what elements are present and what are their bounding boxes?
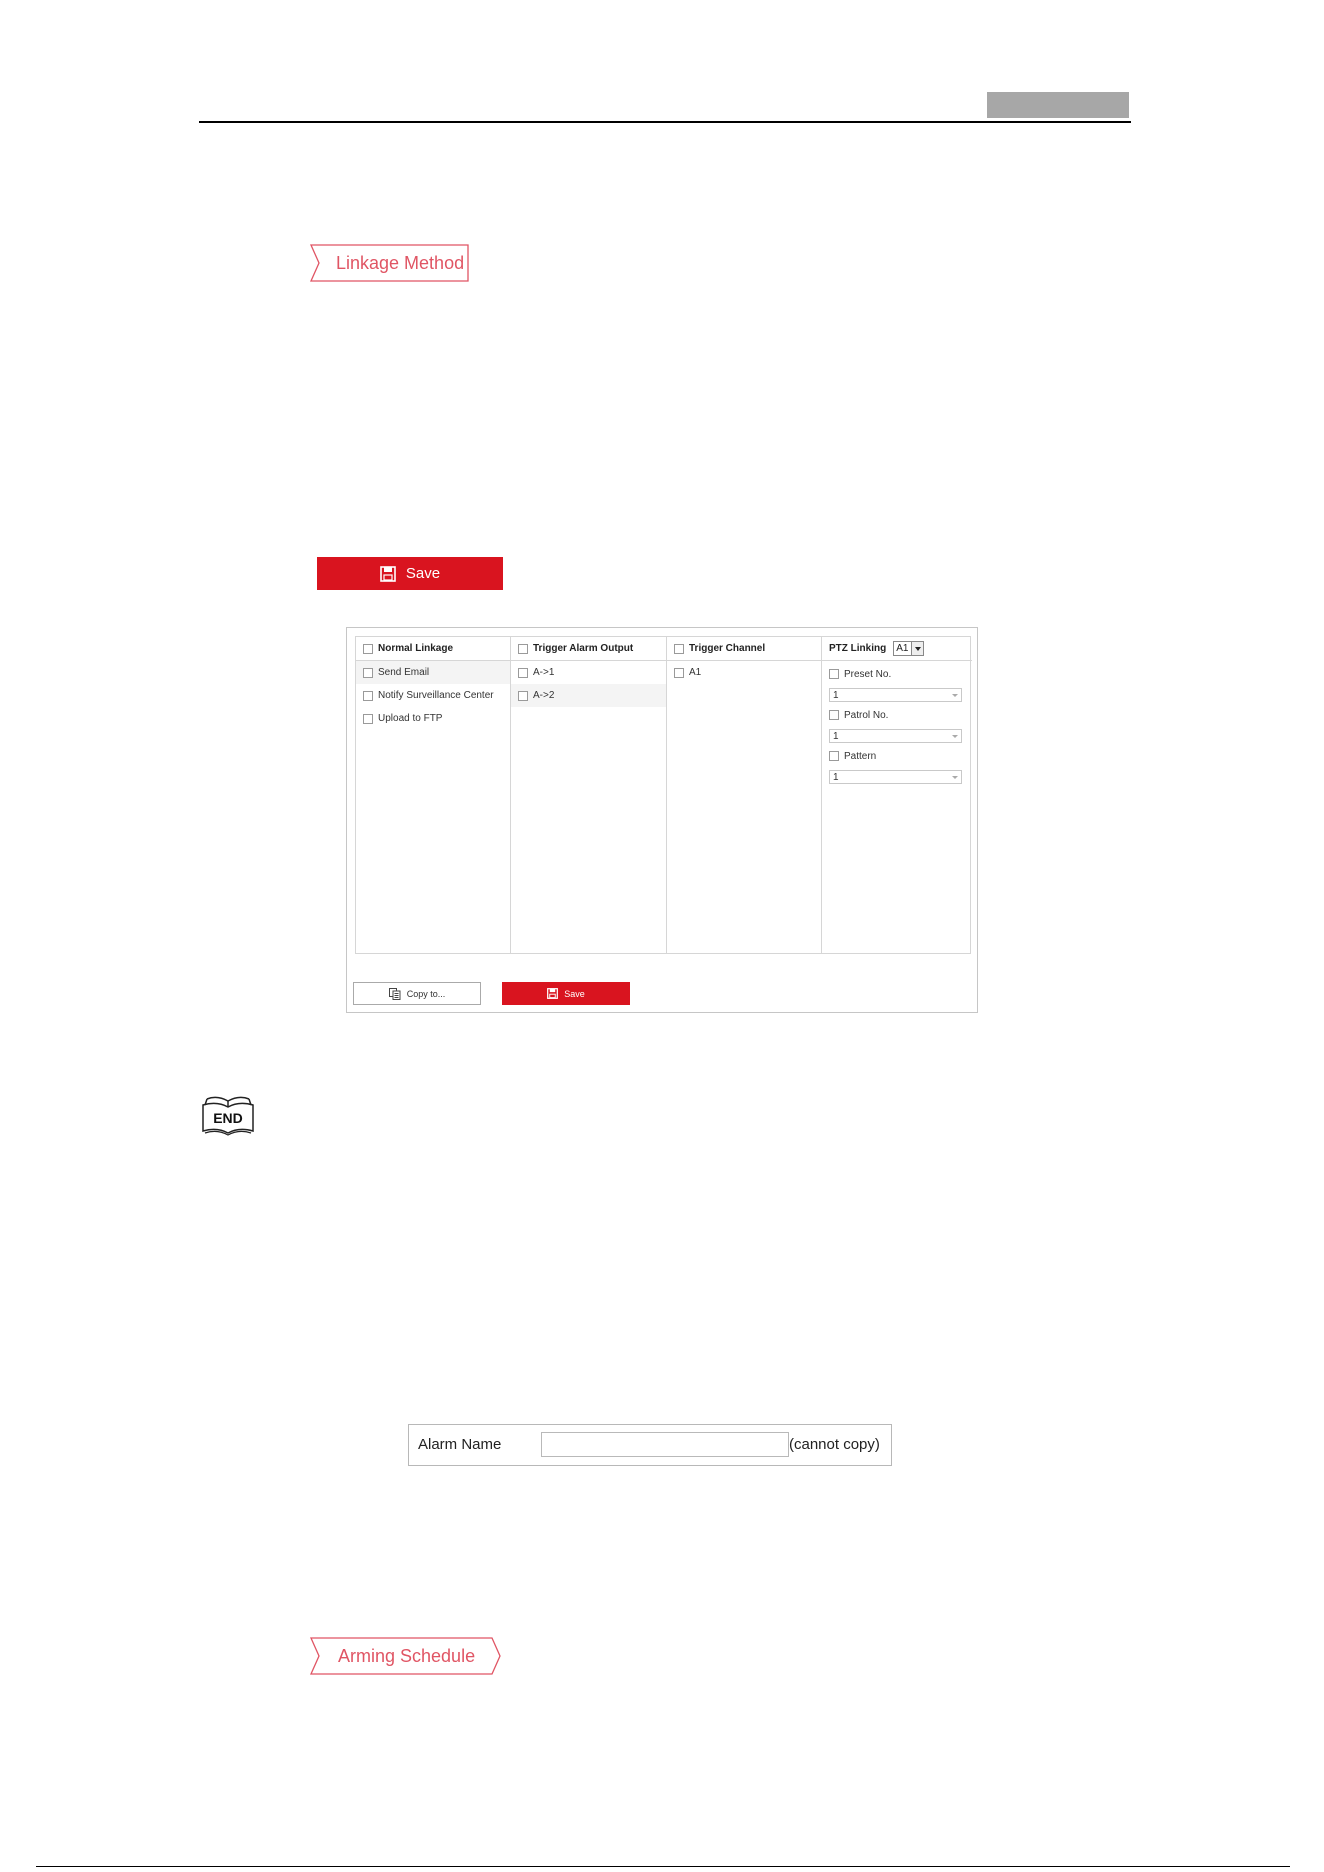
trigger-alarm-output-header[interactable] [511,637,666,661]
notify-center-label: Notify Surveillance Center [378,690,494,701]
end-book-icon [199,1093,257,1137]
chevron-down-icon[interactable] [949,730,961,742]
alarm-output-1-checkbox[interactable] [518,668,528,678]
end-icon-text: END [213,1110,243,1126]
normal-linkage-column [356,637,511,953]
trigger-channel-column [667,637,822,953]
copy-to-button[interactable] [353,982,481,1005]
alarm-name-row [408,1424,892,1466]
patrol-select[interactable] [829,729,962,743]
patrol-value: 1 [833,730,839,742]
upload-ftp-label: Upload to FTP [378,713,443,724]
alarm-output-row[interactable] [511,684,666,707]
notify-center-row[interactable] [356,684,510,707]
pattern-select[interactable] [829,770,962,784]
channel-row[interactable] [667,661,821,684]
ptz-channel-select[interactable] [893,641,924,656]
linkage-method-panel [346,627,978,1013]
chevron-down-icon[interactable] [949,689,961,701]
linkage-method-label: Linkage Method [336,253,465,273]
linkage-grid [355,636,971,954]
channel-a1-label: A1 [689,667,702,678]
copy-icon [389,988,401,1000]
preset-row[interactable] [822,663,972,685]
arming-schedule-tag [310,1637,502,1675]
save-icon [547,988,558,999]
alarm-name-label: Alarm Name [418,1436,502,1453]
ptz-linking-column [822,637,972,953]
alarm-output-2-label: A->2 [533,690,555,701]
footer-rule [36,1866,1290,1867]
arming-schedule-label: Arming Schedule [338,1646,476,1666]
trigger-channel-checkbox[interactable] [674,644,684,654]
book-icon [199,1093,257,1137]
preset-value: 1 [833,689,839,701]
header-badge [987,92,1129,118]
send-email-label: Send Email [378,667,430,678]
preset-checkbox[interactable] [829,669,839,679]
chevron-down-icon[interactable] [949,771,961,783]
trigger-alarm-output-column [511,637,667,953]
alarm-name-input[interactable] [541,1432,789,1457]
upload-ftp-row[interactable] [356,707,510,730]
save-button-label: Save [405,565,441,582]
normal-linkage-checkbox[interactable] [363,644,373,654]
alarm-output-row[interactable] [511,661,666,684]
patrol-checkbox[interactable] [829,710,839,720]
ptz-channel-value: A1 [896,643,909,654]
linkage-method-tag [310,244,470,282]
pattern-label: Pattern [844,750,877,762]
patrol-row[interactable] [822,704,972,726]
save-icon [380,566,396,582]
panel-save-button[interactable] [502,982,630,1005]
copy-to-label: Copy to... [406,988,446,999]
alarm-output-1-label: A->1 [533,667,555,678]
normal-linkage-label: Normal Linkage [378,643,454,654]
ptz-linking-label: PTZ Linking [829,643,887,654]
preset-label: Preset No. [844,668,892,680]
trigger-alarm-output-checkbox[interactable] [518,644,528,654]
alarm-output-2-checkbox[interactable] [518,691,528,701]
pattern-checkbox[interactable] [829,751,839,761]
send-email-checkbox[interactable] [363,668,373,678]
trigger-channel-label: Trigger Channel [689,643,766,654]
header-rule [199,121,1131,123]
ptz-linking-header [822,637,972,661]
pattern-value: 1 [833,771,839,783]
pattern-row[interactable] [822,745,972,767]
save-button[interactable] [317,557,503,590]
panel-save-label: Save [564,988,585,999]
notify-center-checkbox[interactable] [363,691,373,701]
trigger-channel-header[interactable] [667,637,821,661]
alarm-name-note: (cannot copy) [789,1436,880,1453]
upload-ftp-checkbox[interactable] [363,714,373,724]
preset-select[interactable] [829,688,962,702]
patrol-label: Patrol No. [844,709,889,721]
chevron-down-icon[interactable] [911,642,923,655]
send-email-row[interactable] [356,661,510,684]
channel-a1-checkbox[interactable] [674,668,684,678]
trigger-alarm-output-label: Trigger Alarm Output [533,643,634,654]
normal-linkage-header[interactable] [356,637,510,661]
